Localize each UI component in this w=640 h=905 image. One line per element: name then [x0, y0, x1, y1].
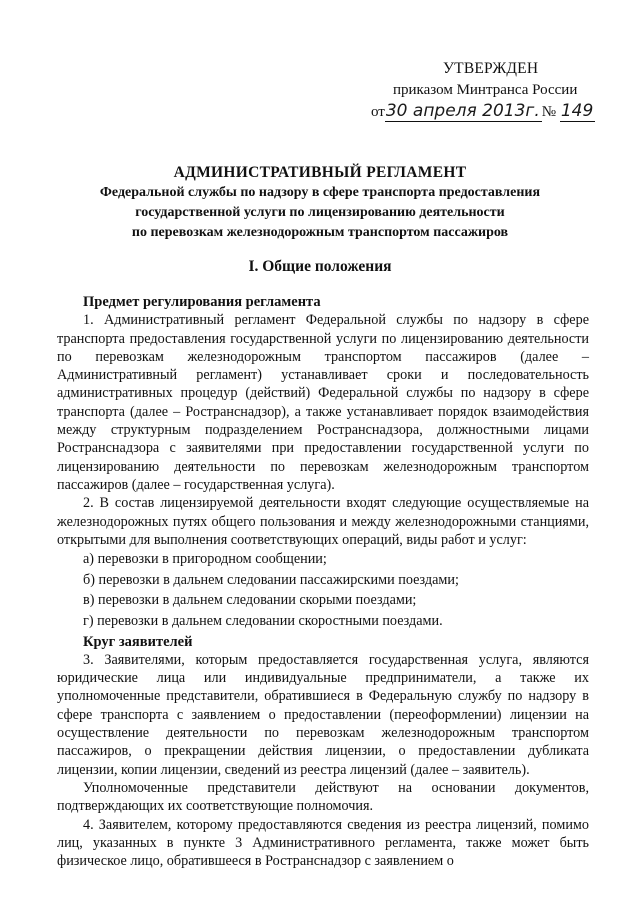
document-body [57, 292, 589, 870]
document-header [40, 163, 600, 243]
section-title: I. Общие положения [248, 258, 392, 275]
approval-order: приказом Минтранса России [393, 82, 578, 98]
paragraph-2: 2. В состав лицензируемой деятельности входят следующие осуществляемые на железнодорожных путях общего пользования и между железнодорожными станциями, открытыми для выполнения соответствующих операций, виды работ и услуг: [57, 495, 589, 548]
document-title: АДМИНИСТРАТИВНЫЙ РЕГЛАМЕНТ [173, 164, 467, 181]
number-prefix: № [541, 104, 557, 120]
paragraph-1: 1. Административный регламент Федеральной службы по надзору в сфере транспорта предоставления государственной услуги по лицензированию деятельности по перевозкам железнодорожным транспортом пассажиров (далее – Административный регламент) устанавливает сроки и последовательность административных процедур (действий) Федеральной службы по надзору в сфере транспорта (далее – Ространснадзор), а также устанавливает порядок взаимодействия между структурным подразделением Ространснадзора, должностными лицами Ространснадзора с заявителями при предоставлении государственной услуги по лицензированию деятельности по перевозкам железнодорожным транспортом пассажиров (далее – государственная услуга). [57, 312, 589, 493]
paragraph-3: 3. Заявителями, которым предоставляется государственная услуга, являются юридические лица или индивидуальные предприниматели, а также их уполномоченные представители, обратившиеся в Федеральную службу по надзору в сфере транспорта с заявлением о предоставлении (переоформлении) лицензии на осуществление деятельности по перевозкам железнодорожным транспортом пассажиров, о прекращении действия лицензии, о предоставлении дубликата лицензии, копии лицензии, сведений из реестра лицензий (далее – заявитель). [57, 651, 589, 778]
list-item: в) перевозки в дальнем следовании скорыми поездами; [83, 592, 417, 609]
approval-title: УТВЕРЖДЕН [443, 60, 539, 77]
approval-date-row [371, 101, 595, 121]
paragraph-4: Уполномоченные представители действуют на основании документов, подтверждающих их соответствующие полномочия. [57, 779, 589, 815]
approval-stamp [0, 0, 640, 130]
paragraph-5: 4. Заявителем, которому предоставляются сведения из реестра лицензий, помимо лиц, указанных в пункте 3 Административного регламента, также может быть физическое лицо, обратившееся в Ространснадзор с заявлением о [57, 816, 589, 870]
list-item: г) перевозки в дальнем следовании скоростными поездами. [83, 612, 443, 629]
handwritten-number: 149 [560, 101, 594, 121]
list-item: а) перевозки в пригородном сообщении; [83, 551, 327, 568]
heading-subject: Предмет регулирования регламента [83, 294, 321, 310]
date-prefix: от [371, 104, 385, 120]
document-subtitle-line-1: Федеральной службы по надзору в сфере транспорта предоставления [99, 185, 541, 200]
handwritten-date: 30 апреля 2013г. [385, 101, 540, 121]
list-item: б) перевозки в дальнем следовании пассажирскими поездами; [83, 571, 459, 588]
document-subtitle-line-3: по перевозкам железнодорожным транспортом пассажиров [131, 225, 509, 240]
document-subtitle-line-2: государственной услуги по лицензированию деятельности [135, 205, 505, 220]
heading-applicants: Круг заявителей [83, 633, 193, 650]
